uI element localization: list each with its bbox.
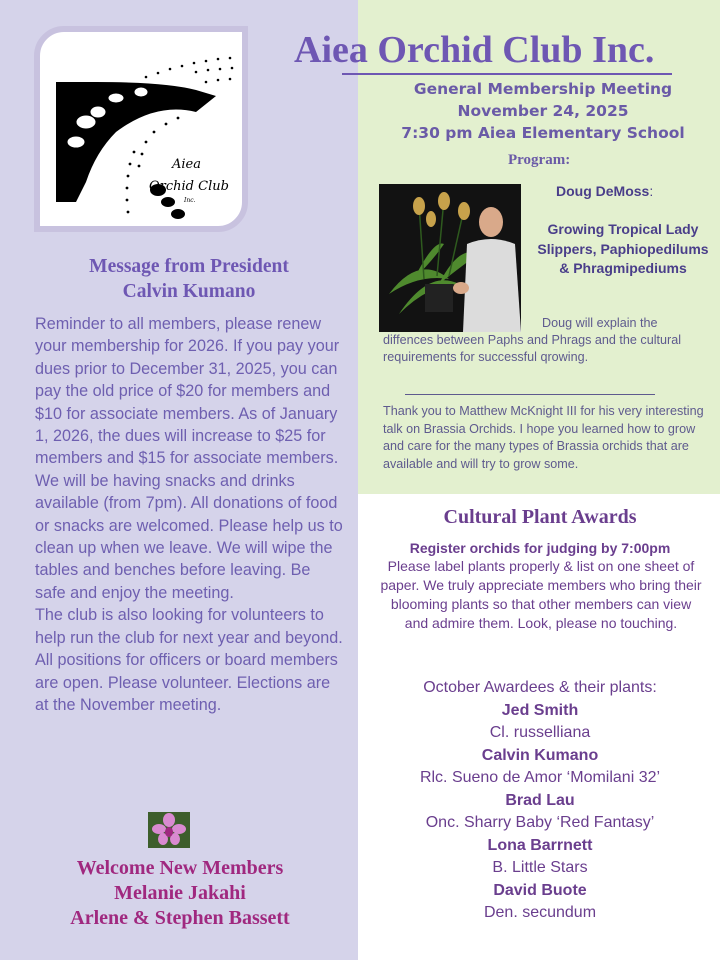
- speaker-photo: [379, 184, 521, 332]
- talk-description-start: Doug will explain the: [542, 316, 658, 330]
- speaker-name: Doug DeMoss:: [556, 183, 654, 199]
- awardee-plant: Cl. russelliana: [489, 724, 591, 741]
- thank-you-note: Thank you to Matthew McKnight III for his very interesting talk on Brassia Orchids. I hope you learned how to grow and care for the many types of Brassia orchids that are available and will try to grow some.: [383, 404, 704, 471]
- awardee-plant: B. Little Stars: [492, 859, 588, 876]
- meeting-info: [380, 78, 706, 144]
- awardee-name: David Buote: [493, 881, 587, 899]
- talk-description: diffences between Paphs and Phrags and the cultural requirements for successful qrowing.: [383, 333, 682, 364]
- message-paragraph: We will be having snacks and drinks available (from 7pm). All donations of food or snacks are welcomed. Please help us to clean up when we leave. We will wipe the tables and benches before leaving. Be safe and enjoy the meeting.: [35, 471, 343, 602]
- program-label: Program:: [508, 152, 571, 168]
- welcome-heading: Welcome New Members: [76, 857, 284, 879]
- orchid-photo: [148, 812, 190, 848]
- title-divider: [342, 73, 672, 75]
- new-member: Melanie Jakahi: [114, 882, 246, 904]
- speaker-head: [479, 207, 503, 237]
- logo-text-line1: Aiea: [172, 157, 201, 172]
- awardees-list: [360, 677, 720, 925]
- logo-text-line2: Orchid Club: [149, 179, 229, 194]
- meeting-date: November 24, 2025: [457, 102, 629, 120]
- awards-instructions: Please label plants properly & list on one sheet of paper. We truly appreciate members who bring their blooming plants so that other members can view and admire them. Look, please no touching.: [380, 558, 702, 631]
- logo-text-line3: Inc.: [184, 197, 196, 204]
- president-name: Calvin Kumano: [122, 281, 256, 302]
- awardee-name: Calvin Kumano: [481, 746, 599, 764]
- meeting-time-place: 7:30 pm Aiea Elementary School: [401, 124, 685, 142]
- register-deadline: Register orchids for judging by 7:00pm: [409, 540, 671, 556]
- president-heading: [34, 254, 344, 304]
- awardee-plant: Rlc. Sueno de Amor ‘Momilani 32’: [419, 769, 661, 786]
- talk-title: Growing Tropical Lady Slippers, Paphiopedilums & Phragmipediums: [537, 221, 709, 276]
- message-paragraph: The club is also looking for volunteers to help run the club for next year and beyond. All positions for officers or board members are open. Please volunteer. Elections are at the November meeting.: [35, 606, 343, 714]
- message-paragraph: Reminder to all members, please renew your membership for 2026. If you pay your dues prior to December 31, 2025, you can pay the old price of $20 for members and $10 for associate members. As of January 1, 2026, the dues will increase to $25 for members and $15 for associate members.: [35, 315, 340, 468]
- club-logo: [34, 26, 248, 232]
- awardee-name: Jed Smith: [501, 701, 579, 719]
- awardees-intro: October Awardees & their plants:: [423, 679, 657, 696]
- awards-heading: Cultural Plant Awards: [443, 506, 637, 528]
- welcome-members: [20, 856, 340, 931]
- president-heading-line1: Message from President: [89, 256, 289, 277]
- new-member: Arlene & Stephen Bassett: [70, 907, 290, 929]
- awardee-name: Brad Lau: [505, 791, 575, 809]
- orchid-logo-graphic: [46, 42, 238, 224]
- awardee-name: Lona Barrnett: [487, 836, 593, 854]
- club-title: Aiea Orchid Club Inc.: [294, 29, 655, 71]
- meeting-type: General Membership Meeting: [413, 80, 673, 98]
- awardee-plant: Den. secundum: [483, 904, 597, 921]
- awardee-plant: Onc. Sharry Baby ‘Red Fantasy’: [425, 814, 655, 831]
- plant-pot: [425, 284, 453, 312]
- president-message: [35, 313, 345, 716]
- section-divider: [405, 394, 655, 395]
- speaker-shirt: [463, 239, 521, 332]
